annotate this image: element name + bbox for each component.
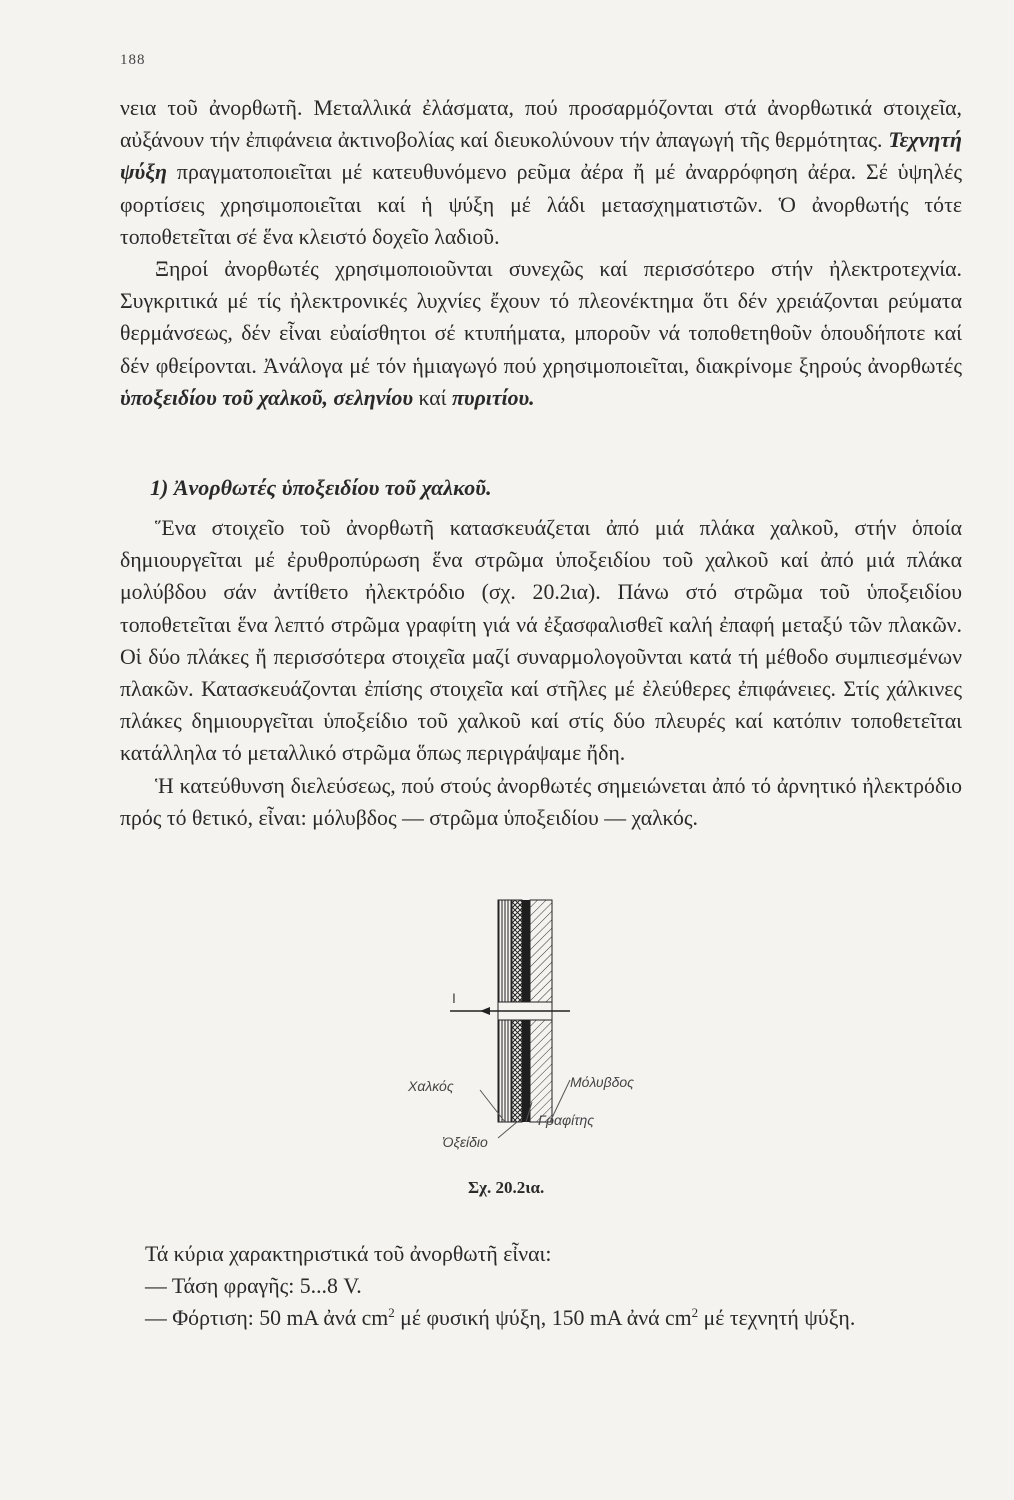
features-intro: Τά κύρια χαρακτηριστικά τοῦ ἀνορθωτῆ εἶναι: [145,1242,552,1266]
label-current: I [452,990,456,1006]
oxide-layer-lower [512,1020,522,1122]
graphite-layer-upper [522,900,530,1002]
emphasis-silicon: πυριτίου. [452,385,535,410]
superscript: 2 [388,1305,395,1321]
feature-blocking-voltage: — Τάση φραγῆς: 5...8 V. [145,1274,362,1299]
leader-oxide [498,1122,517,1138]
features-list [120,1238,962,1335]
label-oxide: Ὀξείδιο [442,1134,488,1150]
graphite-layer-lower [522,1020,530,1122]
lead-plate-lower [530,1020,552,1122]
label-graphite: Γραφίτης [538,1112,595,1128]
text-run: πραγματοποιεῖται μέ κατευθυνόμενο ρεῦμα ἀέρα ἤ μέ ἀναρρόφηση ἀέρα. Σέ ὑψηλές φορτίσεις χρησιμοποιεῖται καί ἡ ψύξη μέ λάδι μετασχηματιστῶν. Ὁ ἀνορθωτής τότε τοποθετεῖται σέ ἕνα κλειστό δοχεῖο λαδιοῦ. [120,160,962,249]
copper-plate-upper [498,900,512,1002]
figure-copper-oxide-rectifier [408,890,660,1160]
body-text-section [120,512,962,834]
paragraph-construction: Ἕνα στοιχεῖο τοῦ ἀνορθωτῆ κατασκευάζεται ἀπό μιά πλάκα χαλκοῦ, στήν ὁποία δημιουργεῖται μέ ἐρυθροπύρωση ἕνα στρῶμα ὑποξειδίου τοῦ χαλκοῦ καί ἀπό μιά πλάκα μολύβδου σάν ἀντίθετο ἠλεκτρόδιο (σχ. 20.2ια). Πάνω στό στρῶμα τοῦ ὑποξειδίου τοποθετεῖται ἕνα λεπτό στρῶμα γραφίτη γιά νά ἐξασφαλισθεῖ καλή ἐπαφή μεταξύ τῶν πλακῶν. Οἱ δύο πλάκες ἤ περισσότερα στοιχεῖα μαζί συναρμολογοῦνται κατά τή μέθοδο συμπιεσμένων πλακῶν. Κατασκευάζονται ἐπίσης στοιχεῖα καί στῆλες μέ ἐλεύθερες ἐπιφάνειες. Στίς χάλκινες πλάκες δημιουργεῖται ὑποξείδιο τοῦ χαλκοῦ καί στίς δύο πλευρές καί κατόπιν τοποθετεῖται κατάλληλα τό μεταλλικό στρῶμα ὅπως περιγράψαμε ἤδη. [120,516,962,766]
oxide-layer-upper [512,900,522,1002]
figure-caption: Σχ. 20.2ια. [468,1178,545,1197]
paragraph-direction: Ἡ κατεύθυνση διελεύσεως, πού στούς ἀνορθωτές σημειώνεται ἀπό τό ἀρνητικό ἠλεκτρόδιο πρός τό θετικό, εἶναι: μόλυβδος — στρῶμα ὑποξειδίου — χαλκός. [120,773,962,830]
superscript: 2 [691,1305,699,1321]
label-lead: Μόλυβδος [570,1074,634,1090]
paragraph-dry-rectifiers [120,253,962,414]
copper-plate-lower [498,1020,512,1122]
text-run: μέ τεχνητή ψύξη. [698,1306,856,1331]
page-number: 188 [120,52,146,68]
section-heading: 1) Ἀνορθωτές ὑποξειδίου τοῦ χαλκοῦ. [150,475,492,500]
body-text [120,92,962,414]
text-run: μέ φυσική ψύξη, 150 mA ἀνά cm [394,1306,692,1331]
emphasis-artificial-cooling: Τεχνητή ψύξη [120,128,962,185]
text-run: νεια τοῦ ἀνορθωτῆ. Μεταλλικά ἐλάσματα, πού προσαρμόζονται στά ἀνορθωτικά στοιχεῖα, αὐξάνουν τήν ἐπιφάνεια ἀκτινοβολίας καί διευκολύνουν τήν ἀπαγωγή τῆς θερμότητας. [120,96,962,153]
lead-plate-upper [530,900,552,1002]
text-run: καί [413,385,452,410]
feature-load [145,1302,962,1334]
emphasis-rectifier-types: ὑποξειδίου τοῦ χαλκοῦ, σεληνίου [120,385,414,410]
text-run: — Φόρτιση: 50 mA ἀνά cm [145,1306,389,1331]
paragraph-cooling [120,92,962,253]
text-run: Ξηροί ἀνορθωτές χρησιμοποιοῦνται συνεχῶς καί περισσότερο στήν ἠλεκτροτεχνία. Συγκριτικά μέ τίς ἠλεκτρονικές λυχνίες ἔχουν τό πλεονέκτημα ὅτι δέν χρειάζονται ρεύματα θερμάνσεως, δέν εἶναι εὐαίσθητοι σέ κτυπήματα, μποροῦν νά τοποθετηθοῦν ὁπουδήποτε καί δέν φθείρονται. Ἀνάλογα μέ τόν ἡμιαγωγό πού χρησιμοποιεῖται, διακρίνομε ξηρούς ἀνορθωτές [120,257,962,378]
label-copper: Χαλκός [408,1078,454,1094]
current-arrow [480,1007,490,1015]
